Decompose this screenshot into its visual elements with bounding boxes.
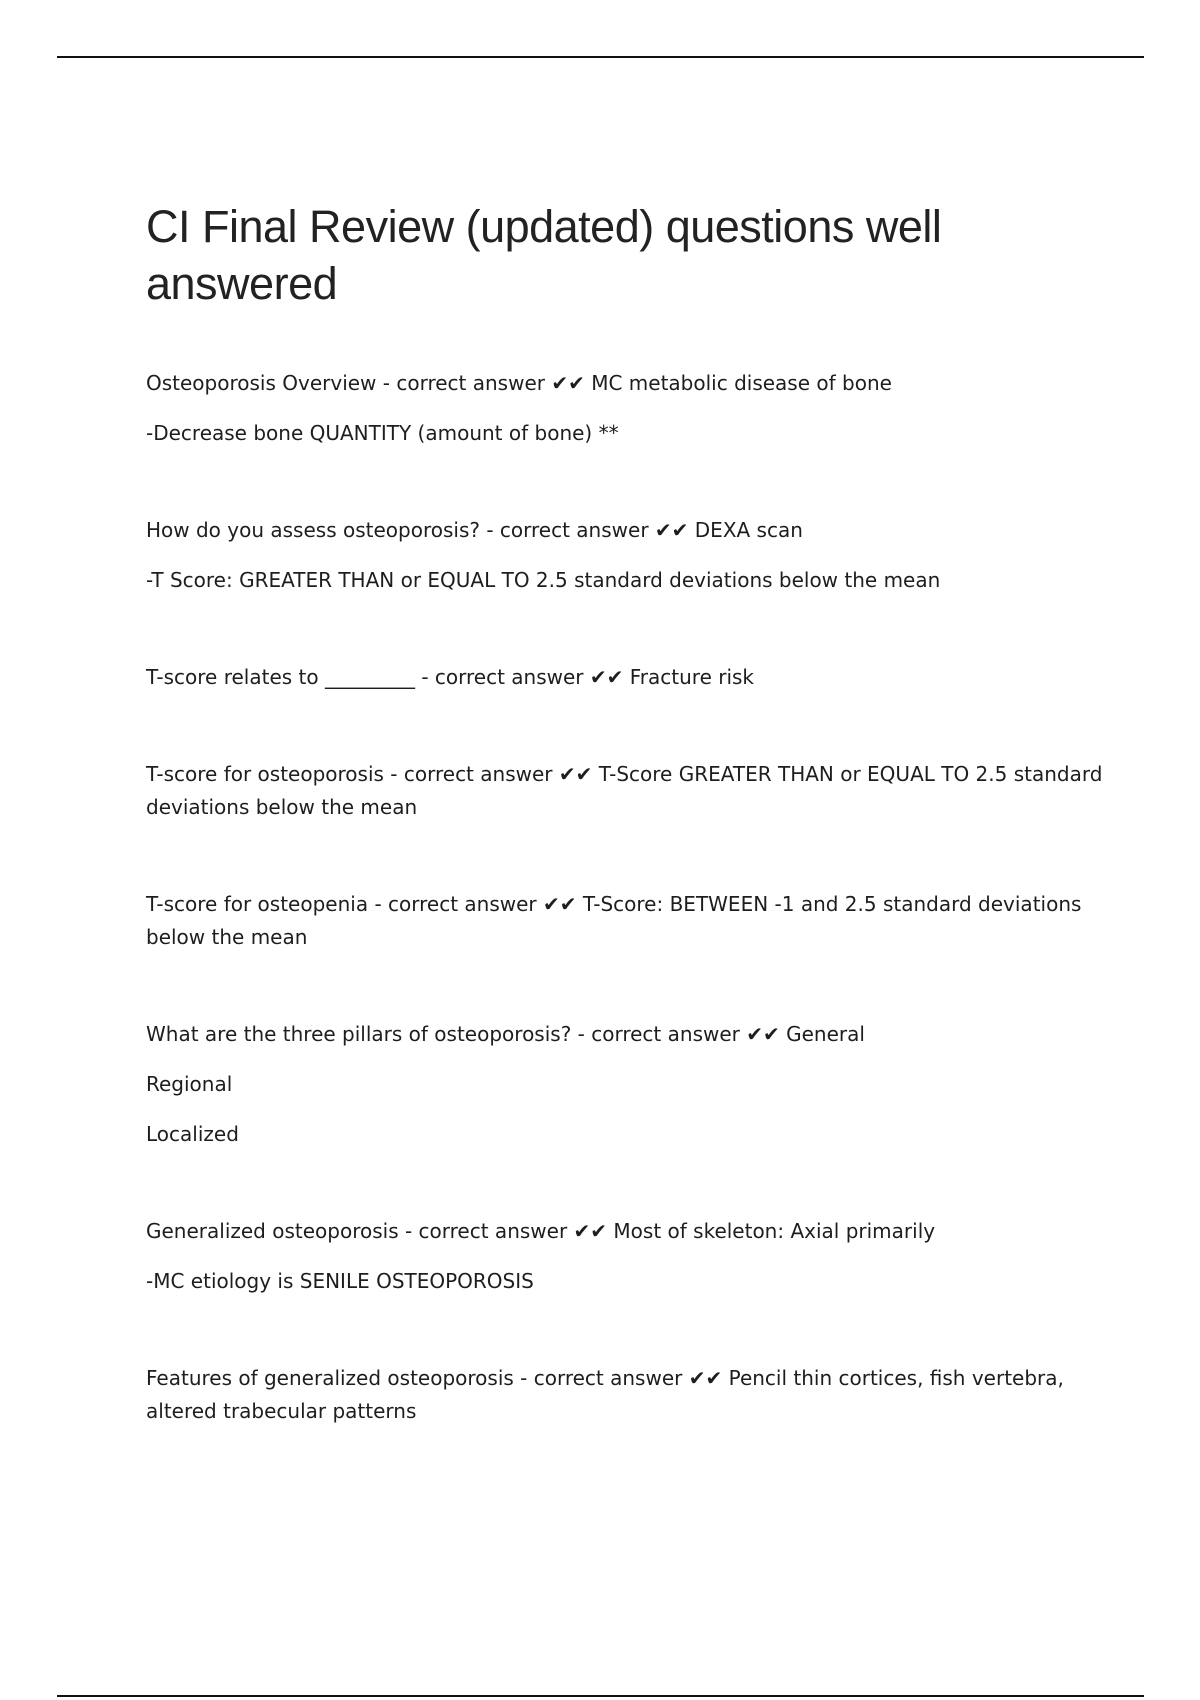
qa-question-line — [146, 661, 1106, 694]
top-divider — [57, 56, 1144, 58]
qa-entry — [146, 888, 1106, 954]
qa-question-line — [146, 514, 1106, 547]
answer-text: Fracture risk — [629, 665, 755, 689]
qa-entry — [146, 661, 1106, 694]
qa-question-line — [146, 1018, 1106, 1051]
qa-entry — [146, 758, 1106, 824]
question-text: Osteoporosis Overview - correct answer — [146, 371, 545, 395]
check-icon: ✔✔ — [688, 1366, 723, 1390]
qa-list — [146, 367, 1106, 1428]
answer-detail: Localized — [146, 1122, 239, 1146]
qa-entry — [146, 1018, 1106, 1151]
qa-question-line — [146, 758, 1106, 824]
answer-text: Most of skeleton: Axial primarily — [613, 1219, 936, 1243]
document-title: CI Final Review (updated) questions well answered — [146, 201, 942, 309]
document-body — [146, 198, 1106, 1492]
question-text: T-score for osteopenia - correct answer — [146, 892, 537, 916]
qa-question-line — [146, 367, 1106, 400]
check-icon: ✔✔ — [746, 1022, 780, 1046]
question-text: Features of generalized osteoporosis - correct answer — [146, 1366, 683, 1390]
question-text: What are the three pillars of osteoporosis? - correct answer — [146, 1022, 740, 1046]
answer-detail: -T Score: GREATER THAN or EQUAL TO 2.5 standard deviations below the mean — [146, 568, 941, 592]
check-icon: ✔✔ — [654, 518, 689, 542]
question-text: T-score for osteoporosis - correct answer — [146, 762, 553, 786]
answer-text: Pencil thin cortices, fish vertebra, altered trabecular patterns — [146, 1366, 1064, 1423]
check-icon: ✔✔ — [573, 1219, 608, 1243]
question-text: How do you assess osteoporosis? - correct answer — [146, 518, 649, 542]
answer-text: T-Score: BETWEEN -1 and 2.5 standard deviations below the mean — [146, 892, 1082, 949]
qa-question-line — [146, 888, 1106, 954]
qa-entry — [146, 514, 1106, 597]
bottom-divider — [57, 1695, 1144, 1697]
answer-detail: -Decrease bone QUANTITY (amount of bone) ** — [146, 421, 619, 445]
check-icon: ✔✔ — [543, 892, 577, 916]
qa-entry — [146, 1215, 1106, 1298]
question-text: Generalized osteoporosis - correct answer — [146, 1219, 568, 1243]
answer-detail: -MC etiology is SENILE OSTEOPOROSIS — [146, 1269, 534, 1293]
qa-entry — [146, 367, 1106, 450]
answer-text: T-Score GREATER THAN or EQUAL TO 2.5 standard deviations below the mean — [146, 762, 1103, 819]
qa-question-line — [146, 1362, 1106, 1428]
answer-text: DEXA scan — [694, 518, 803, 542]
check-icon: ✔✔ — [589, 665, 624, 689]
answer-text: General — [786, 1022, 865, 1046]
answer-detail: Regional — [146, 1072, 233, 1096]
question-text: T-score relates to _________ - correct answer — [146, 665, 584, 689]
qa-question-line — [146, 1215, 1106, 1248]
answer-text: MC metabolic disease of bone — [591, 371, 892, 395]
qa-entry — [146, 1362, 1106, 1428]
check-icon: ✔✔ — [551, 371, 585, 395]
check-icon: ✔✔ — [558, 762, 593, 786]
